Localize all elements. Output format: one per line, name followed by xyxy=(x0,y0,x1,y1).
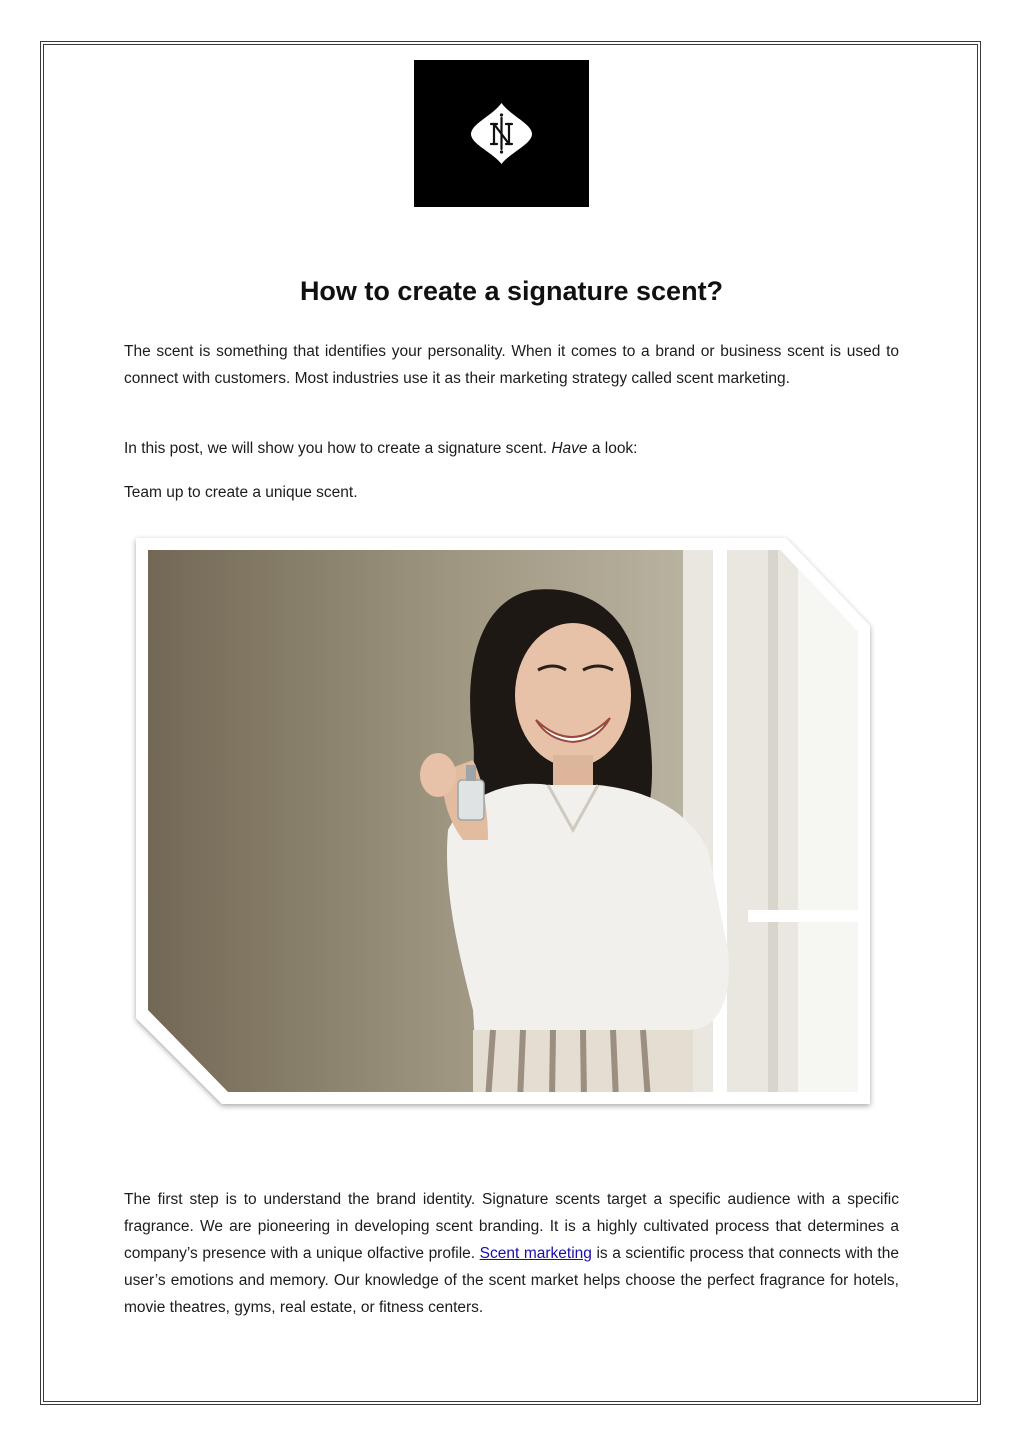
article-photo xyxy=(128,530,880,1112)
first-step-paragraph xyxy=(124,1186,899,1321)
scent-marketing-link[interactable]: Scent marketing xyxy=(479,1245,592,1262)
logo-monogram-icon xyxy=(470,102,533,165)
first-step-text-end: is a scientific process that connects with the user’s emotions and memory. Our knowledge of the scent market helps choose the perfect fragrance for hotels, movie theatres, gyms, real estate, or fitness centers. xyxy=(124,1245,899,1316)
post-intro-emphasis: Have xyxy=(551,440,588,457)
team-up-paragraph: Team up to create a unique scent. xyxy=(124,484,358,501)
woman-with-perfume-photo-icon xyxy=(128,530,880,1112)
post-intro-paragraph xyxy=(124,435,899,462)
intro-paragraph: The scent is something that identifies your personality. When it comes to a brand or business scent is used to connect with customers. Most industries use it as their marketing strategy called scent marketing. xyxy=(124,343,899,387)
first-step-text: The first step is to understand the brand identity. Signature scents target a specific audience with a specific fragrance. We are pioneering in developing scent branding. It is a highly cultivated process that determines a company’s presence with a unique olfactive profile. xyxy=(124,1191,899,1262)
logo xyxy=(414,60,589,207)
post-intro-text: In this post, we will show you how to create a signature scent. xyxy=(124,440,552,457)
post-intro-text-end: a look: xyxy=(587,440,638,457)
page-title: How to create a signature scent? xyxy=(299,276,724,306)
